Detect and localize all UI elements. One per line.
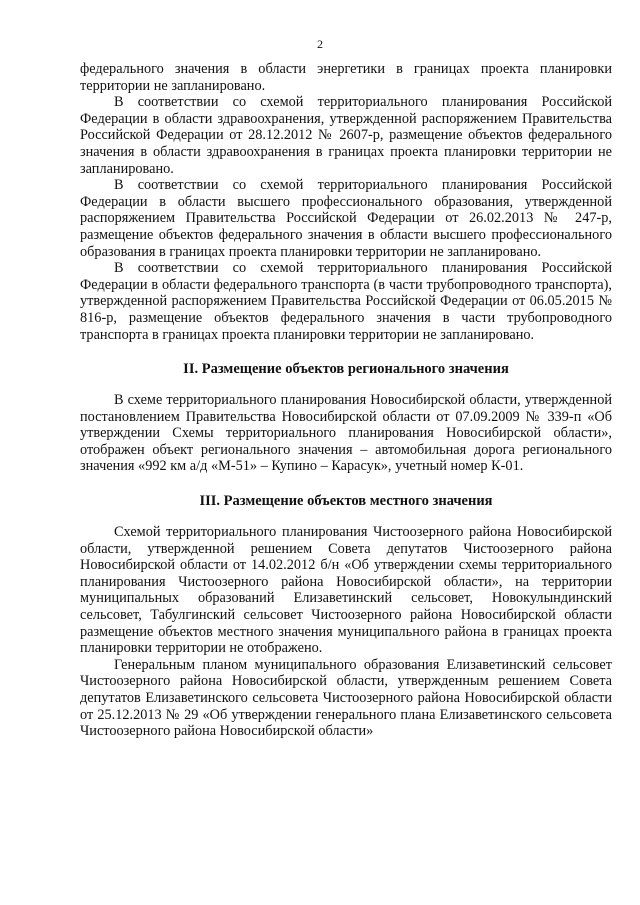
section-heading-local: III. Размещение объектов местного значения: [199, 493, 493, 510]
continued-paragraph: федерального значения в области энергетики в границах проекта планировки территории не запланировано.: [80, 61, 612, 94]
paragraph-higher-education: В соответствии со схемой территориального планирования Российской Федерации в области высшего профессионального образования, утвержденной распоряжением Правительства Российской Федерации от 26.02.2013 № 247-р, размещение объектов федерального значения в области высшего профессионального образования в границах проекта планировки территории не запланировано.: [80, 177, 612, 260]
section-heading-regional: II. Размещение объектов регионального значения: [183, 361, 509, 378]
paragraph-general-plan: Генеральным планом муниципального образования Елизаветинский сельсовет Чистоозерного района Новосибирской области, утвержденным решением Совета депутатов Елизаветинского сельсовета Чистоозерного района Новосибирской области от 25.12.2013 № 29 «Об утверждении генерального плана Елизаветинского сельсовета Чистоозерного района Новосибирской области»: [80, 656, 612, 740]
document-body: [80, 61, 612, 740]
paragraph-healthcare: В соответствии со схемой территориального планирования Российской Федерации в области здравоохранения, утвержденной распоряжением Правительства Российской Федерации от 28.12.2012 № 2607-р, размещение объектов федерального значения в области здравоохранения в границах проекта планировки территории не запланировано.: [80, 94, 612, 177]
page-number: 2: [317, 37, 323, 51]
paragraph-district-scheme: Схемой территориального планирования Чистоозерного района Новосибирской области, утвержденной решением Совета депутатов Чистоозерного района Новосибирской области от 14.02.2012 б/н «Об утверждении схемы территориального планирования Чистоозерного района Новосибирской области», на территории муниципальных образований Елизаветинский сельсовет, Новокулындинский сельсовет, Табулгинский сельсовет Чистоозерного района Новосибирской области размещение объектов местного значения муниципального района в границах проекта планировки территории не отображено.: [80, 524, 612, 657]
paragraph-pipeline-transport: В соответствии со схемой территориального планирования Российской Федерации в области федерального транспорта (в части трубопроводного транспорта), утвержденной распоряжением Правительства Российской Федерации от 06.05.2015 № 816-р, размещение объектов федерального значения в части трубопроводного транспорта в границах проекта планировки территории не запланировано.: [80, 260, 612, 343]
paragraph-regional-road: В схеме территориального планирования Новосибирской области, утвержденной постановлением Правительства Новосибирской области от 07.09.2009 № 339-п «Об утверждении Схемы территориального планирования Новосибирской области», отображен объект регионального значения – автомобильная дорога регионального значения «992 км а/д «М-51» – Купино – Карасук», учетный номер К-01.: [80, 392, 612, 475]
